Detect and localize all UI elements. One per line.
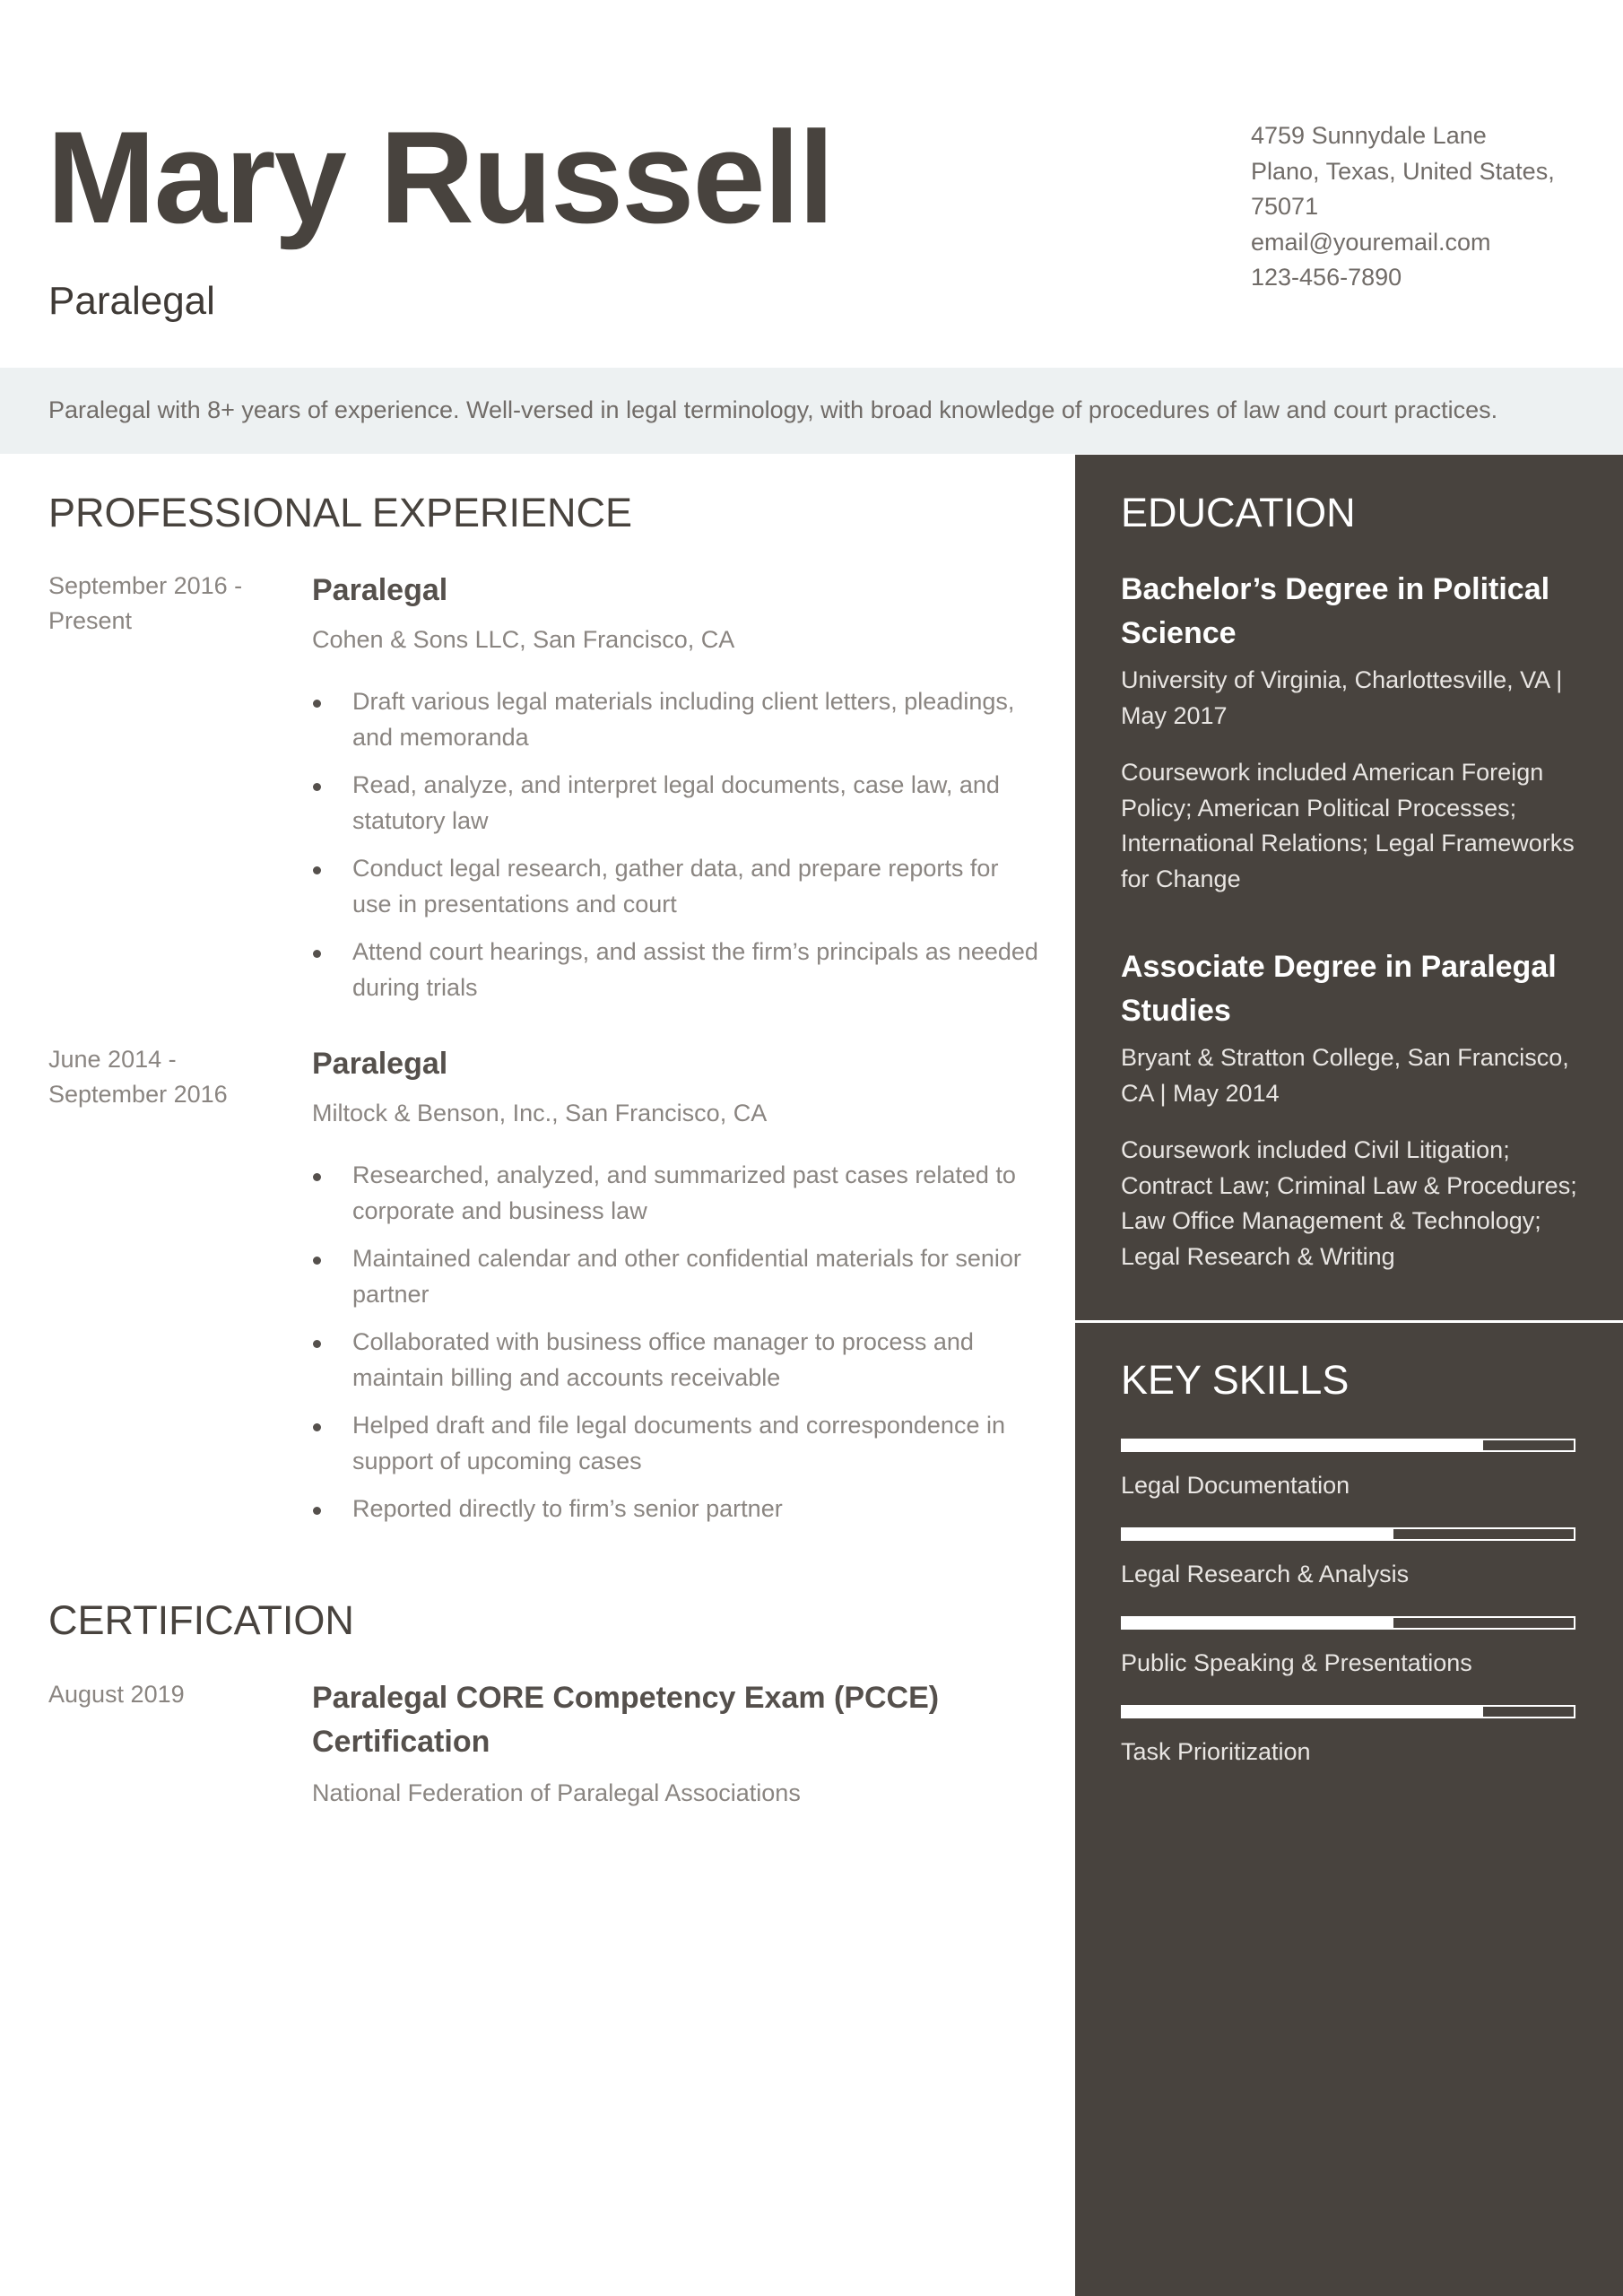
list-item: Read, analyze, and interpret legal documents, case law, and statutory law xyxy=(312,767,1038,839)
skill-1-bar xyxy=(1121,1439,1575,1452)
skill-3-fill xyxy=(1123,1618,1393,1628)
job-role-title: Paralegal xyxy=(48,279,215,323)
job-1-date-start: September 2016 - xyxy=(48,572,243,599)
degree-1-title: Bachelor’s Degree in Political Science xyxy=(1121,572,1550,650)
certification-title: Paralegal CORE Competency Exam (PCCE) Certification xyxy=(312,1681,940,1759)
list-item: Draft various legal materials including client letters, pleadings, and memoranda xyxy=(312,683,1038,755)
summary-text: Paralegal with 8+ years of experience. Well-versed in legal terminology, with broad knowledge of procedures of law and court practices. xyxy=(48,396,1498,423)
skill-3-label: Public Speaking & Presentations xyxy=(1121,1649,1472,1676)
job-2-date-start: June 2014 - xyxy=(48,1046,177,1073)
list-item: Reported directly to firm’s senior partner xyxy=(312,1491,1038,1526)
certification-date: August 2019 xyxy=(48,1681,185,1708)
job-1-title: Paralegal xyxy=(312,573,448,607)
skills-heading: KEY SKILLS xyxy=(1121,1357,1350,1403)
list-item: Researched, analyzed, and summarized past cases related to corporate and business law xyxy=(312,1157,1038,1229)
experience-heading: PROFESSIONAL EXPERIENCE xyxy=(48,490,633,535)
list-item: Collaborated with business office manager to process and maintain billing and accounts receivable xyxy=(312,1324,1038,1396)
certification-heading: CERTIFICATION xyxy=(48,1597,354,1643)
address-line-2: Plano, Texas, United States, xyxy=(1251,157,1555,185)
skill-item-4 xyxy=(1121,1705,1575,1768)
contact-info xyxy=(1251,118,1574,296)
list-item: Maintained calendar and other confidential materials for senior partner xyxy=(312,1240,1038,1312)
job-1-dates xyxy=(48,569,273,639)
job-2-dates xyxy=(48,1042,273,1112)
list-item: Attend court hearings, and assist the firm’s principals as needed during trials xyxy=(312,934,1038,1005)
skill-1-label: Legal Documentation xyxy=(1121,1472,1350,1499)
education-item-1 xyxy=(1121,568,1596,897)
address-line-1: 4759 Sunnydale Lane xyxy=(1251,122,1487,149)
degree-2-school: Bryant & Stratton College, San Francisco, CA | May 2014 xyxy=(1121,1044,1569,1107)
skill-2-bar xyxy=(1121,1527,1575,1541)
job-2-title: Paralegal xyxy=(312,1047,448,1081)
job-2-company: Miltock & Benson, Inc., San Francisco, CA xyxy=(312,1100,768,1126)
certification-issuer: National Federation of Paralegal Associations xyxy=(312,1779,801,1806)
skill-1-fill xyxy=(1123,1440,1483,1450)
education-heading: EDUCATION xyxy=(1121,490,1356,535)
job-1-bullets xyxy=(312,683,1038,1005)
skill-2-label: Legal Research & Analysis xyxy=(1121,1561,1410,1587)
degree-2-title: Associate Degree in Paralegal Studies xyxy=(1121,950,1557,1028)
degree-2-coursework: Coursework included Civil Litigation; Contract Law; Criminal Law & Procedures; Law Office Management & Technology; Legal Research & Writing xyxy=(1121,1136,1577,1270)
degree-1-coursework: Coursework included American Foreign Policy; American Political Processes; International Relations; Legal Frameworks for Change xyxy=(1121,759,1575,892)
email[interactable]: email@youremail.com xyxy=(1251,228,1491,256)
skill-item-2 xyxy=(1121,1527,1575,1590)
job-1-date-end: Present xyxy=(48,607,133,634)
skill-4-fill xyxy=(1123,1707,1483,1717)
skill-item-3 xyxy=(1121,1616,1575,1679)
phone: 123-456-7890 xyxy=(1251,264,1402,291)
job-2-date-end: September 2016 xyxy=(48,1081,228,1108)
list-item: Conduct legal research, gather data, and prepare reports for use in presentations and court xyxy=(312,850,1038,922)
candidate-name: Mary Russell xyxy=(47,104,833,250)
education-item-2 xyxy=(1121,945,1596,1274)
sidebar-divider xyxy=(1075,1320,1623,1323)
address-line-3: 75071 xyxy=(1251,193,1319,220)
skill-3-bar xyxy=(1121,1616,1575,1630)
list-item: Helped draft and file legal documents and correspondence in support of upcoming cases xyxy=(312,1407,1038,1479)
skill-4-label: Task Prioritization xyxy=(1121,1738,1311,1765)
skill-2-fill xyxy=(1123,1529,1393,1539)
job-1-company: Cohen & Sons LLC, San Francisco, CA xyxy=(312,626,735,653)
degree-1-school: University of Virginia, Charlottesville, VA | May 2017 xyxy=(1121,666,1563,729)
job-2-bullets xyxy=(312,1157,1038,1526)
skill-item-1 xyxy=(1121,1439,1575,1501)
skill-4-bar xyxy=(1121,1705,1575,1718)
